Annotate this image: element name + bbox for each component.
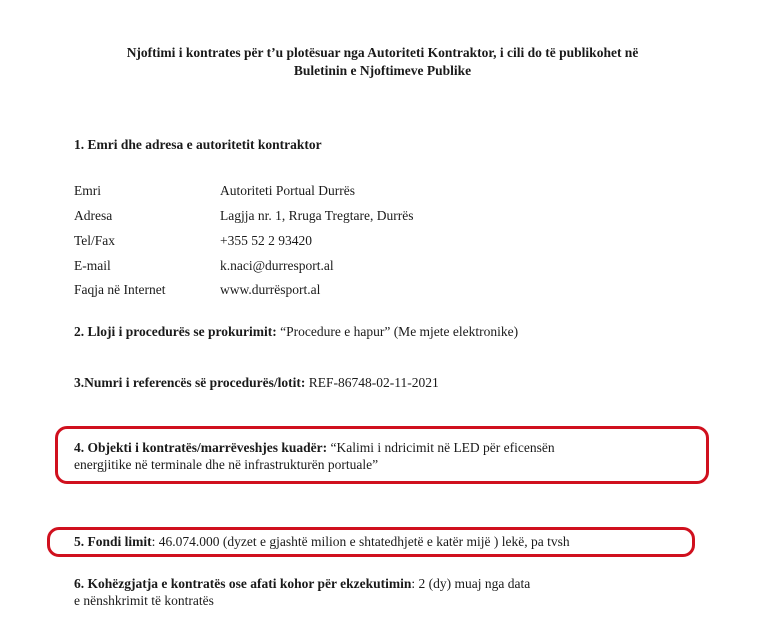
- section-2-procedure-type: [74, 323, 518, 340]
- section-6-value-line-2: e nënshkrimit të kontratës: [74, 593, 214, 608]
- section-4-value-line-2: energjitike në terminale dhe në infrastrukturën portuale”: [74, 457, 379, 472]
- title-line-1: Njoftimi i kontrates për t’u plotësuar nga Autoriteti Kontraktor, i cili do të publikohet në: [126, 45, 639, 60]
- section-4-contract-object: [74, 439, 555, 473]
- section-2-value: “Procedure e hapur” (Me mjete elektronike): [276, 324, 519, 339]
- section-4-label: 4. Objekti i kontratës/marrëveshjes kuadër:: [74, 440, 328, 455]
- contact-value: k.naci@durresport.al: [220, 258, 334, 273]
- contact-row-phone: [74, 233, 312, 249]
- contact-value: www.durrësport.al: [220, 282, 321, 297]
- title-line-2: Buletinin e Njoftimeve Publike: [293, 63, 472, 78]
- section-5-value: : 46.074.000 (dyzet e gjashtë milion e shtatedhjetë e katër mijë ) lekë, pa tvsh: [151, 534, 570, 549]
- contact-label: Emri: [74, 183, 101, 198]
- section-1-heading: 1. Emri dhe adresa e autoritetit kontraktor: [74, 137, 322, 152]
- contact-row-address: [74, 208, 413, 224]
- section-6-duration: [74, 575, 530, 609]
- section-5-fund-limit: [74, 533, 570, 550]
- section-2-label: 2. Lloji i procedurës se prokurimit:: [74, 324, 277, 339]
- section-4-value-line-1: “Kalimi i ndricimit në LED për eficensën: [327, 440, 555, 455]
- section-3-label: 3.Numri i referencës së procedurës/lotit:: [74, 375, 306, 390]
- contact-value: Autoriteti Portual Durrës: [220, 183, 355, 198]
- contact-label: Adresa: [74, 208, 113, 223]
- section-6-value-line-1: : 2 (dy) muaj nga data: [411, 576, 531, 591]
- contact-row-email: [74, 258, 334, 274]
- contact-row-website: [74, 282, 320, 298]
- notice-title: [40, 44, 725, 80]
- contact-row-name: [74, 183, 355, 199]
- contact-label: Faqja në Internet: [74, 282, 166, 297]
- contact-value: +355 52 2 93420: [220, 233, 312, 248]
- section-3-value: REF-86748-02-11-2021: [305, 375, 439, 390]
- contact-value: Lagjja nr. 1, Rruga Tregtare, Durrës: [220, 208, 414, 223]
- section-6-label: 6. Kohëzgjatja e kontratës ose afati kohor për ekzekutimin: [74, 576, 412, 591]
- contact-label: E-mail: [74, 258, 111, 273]
- section-3-reference: [74, 374, 439, 391]
- contact-label: Tel/Fax: [74, 233, 116, 248]
- section-5-label: 5. Fondi limit: [74, 534, 152, 549]
